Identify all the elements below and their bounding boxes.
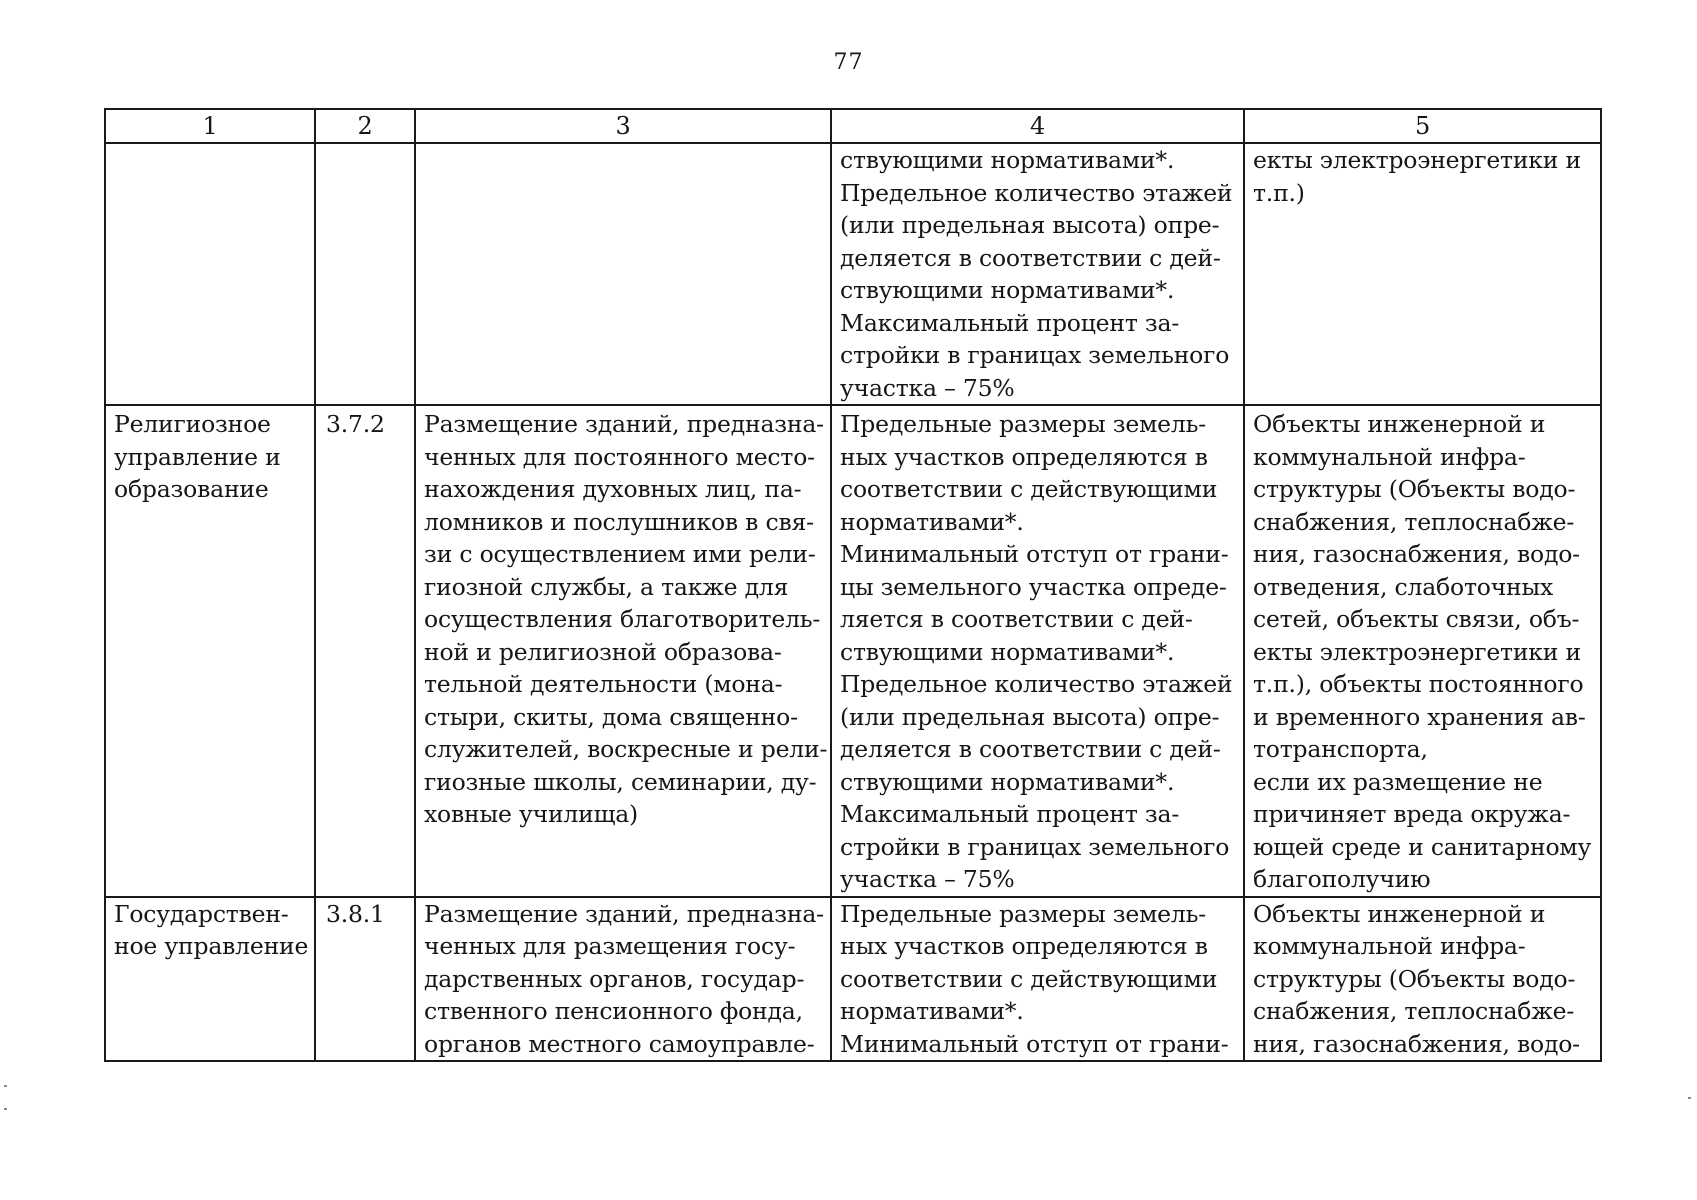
text-line: ния, газоснабжения, водо-	[1253, 1029, 1580, 1058]
text-line: стройки в границах земельного	[840, 341, 1230, 369]
scan-speck	[4, 1085, 7, 1087]
text-line: отведения, слаботочных	[1253, 572, 1554, 601]
table-header-row	[105, 109, 1601, 143]
text-line: гиозные школы, семинарии, ду-	[424, 767, 817, 796]
text-line: деляется в соответствии с дей-	[840, 735, 1221, 763]
text-line: структуры (Объекты водо-	[1253, 475, 1576, 503]
text-line: ных участков определяются в	[840, 442, 1208, 471]
text-line: ховные училища)	[424, 800, 639, 828]
column-header-1: 1	[105, 109, 315, 143]
text-line: (или предельная высота) опре-	[840, 211, 1220, 239]
text-line: Предельные размеры земель-	[840, 410, 1206, 438]
column-header-4: 4	[831, 109, 1244, 143]
column-header-3: 3	[415, 109, 831, 143]
regulations-table-container	[104, 108, 1600, 1062]
cell-use-name	[105, 897, 315, 1062]
text-line: ное управление	[114, 932, 309, 960]
text-line: деляется в соответствии с дей-	[840, 243, 1221, 272]
cell-parameters	[831, 143, 1244, 405]
text-line: осуществления благотворитель-	[424, 605, 821, 633]
text-line: ченных для размещения госу-	[424, 932, 796, 960]
column-header-2: 2	[315, 109, 415, 143]
cell-use-name	[105, 405, 315, 897]
text-line: стыри, скиты, дома священно-	[424, 702, 798, 731]
table-row	[105, 143, 1601, 405]
text-line: образование	[114, 475, 269, 503]
cell-description	[415, 897, 831, 1062]
cell-auxiliary-uses	[1244, 405, 1601, 897]
text-line: дарственных органов, государ-	[424, 964, 805, 993]
cell-code	[315, 897, 415, 1062]
text-line: структуры (Объекты водо-	[1253, 964, 1576, 993]
scan-speck	[1688, 1097, 1691, 1099]
text-line: екты электроэнергетики и	[1253, 637, 1581, 666]
text-line: т.п.)	[1253, 178, 1305, 207]
text-line: управление и	[114, 442, 281, 471]
page-number: 77	[833, 50, 864, 75]
text-line: снабжения, теплоснабже-	[1253, 507, 1575, 536]
text-line: Максимальный процент за-	[840, 800, 1180, 828]
text-line: Предельное количество этажей	[840, 670, 1233, 698]
text-line: ной и религиозной образова-	[424, 637, 782, 666]
text-line: Объекты инженерной и	[1253, 899, 1546, 928]
table-row	[105, 897, 1601, 1062]
text-line: ющей среде и санитарному	[1253, 832, 1592, 861]
cell-description	[415, 405, 831, 897]
text-line: участка – 75%	[840, 373, 1015, 402]
text-line: ствующими нормативами*.	[840, 767, 1175, 796]
text-line: ствующими нормативами*.	[840, 276, 1175, 304]
text-line: благополучию	[1253, 865, 1431, 893]
text-line: причиняет вреда окружа-	[1253, 800, 1571, 828]
text-line: органов местного самоуправле-	[424, 1029, 815, 1058]
text-line: служителей, воскресные и рели-	[424, 735, 828, 763]
text-line: и временного хранения ав-	[1253, 702, 1586, 731]
column-header-5: 5	[1244, 109, 1601, 143]
text-line: снабжения, теплоснабже-	[1253, 997, 1575, 1025]
text-line: стройки в границах земельного	[840, 832, 1230, 861]
text-line: т.п.), объекты постоянного	[1253, 670, 1584, 698]
text-line: Минимальный отступ от грани-	[840, 540, 1229, 568]
cell-auxiliary-uses	[1244, 897, 1601, 1062]
cell-description	[415, 143, 831, 405]
text-line: Государствен-	[114, 899, 289, 928]
scan-speck	[4, 1108, 7, 1110]
cell-use-name	[105, 143, 315, 405]
text-line: Предельное количество этажей	[840, 178, 1233, 207]
text-line: зи с осуществлением ими рели-	[424, 540, 816, 568]
text-line: 3.7.2	[326, 410, 385, 438]
text-line: коммунальной инфра-	[1253, 442, 1526, 471]
cell-code	[315, 405, 415, 897]
text-line: гиозной службы, а также для	[424, 572, 789, 601]
cell-auxiliary-uses	[1244, 143, 1601, 405]
cell-code	[315, 143, 415, 405]
text-line: соответствии с действующими	[840, 964, 1218, 993]
text-line: сетей, объекты связи, объ-	[1253, 605, 1580, 633]
text-line: ственного пенсионного фонда,	[424, 997, 803, 1025]
text-line: участка – 75%	[840, 865, 1015, 893]
text-line: ляется в соответствии с дей-	[840, 605, 1193, 633]
text-line: тотранспорта,	[1253, 735, 1428, 763]
text-line: Объекты инженерной и	[1253, 410, 1546, 438]
text-line: Максимальный процент за-	[840, 308, 1180, 337]
text-line: соответствии с действующими	[840, 475, 1218, 503]
text-line: Предельные размеры земель-	[840, 899, 1206, 928]
text-line: екты электроэнергетики и	[1253, 146, 1581, 174]
text-line: ствующими нормативами*.	[840, 146, 1175, 174]
text-line: Размещение зданий, предназна-	[424, 899, 824, 928]
text-line: нахождения духовных лиц, па-	[424, 475, 802, 503]
text-line: тельной деятельности (мона-	[424, 670, 783, 698]
text-line: 3.8.1	[326, 899, 385, 928]
text-line: Размещение зданий, предназна-	[424, 410, 824, 438]
text-line: нормативами*.	[840, 507, 1024, 536]
text-line: Минимальный отступ от грани-	[840, 1029, 1229, 1058]
text-line: если их размещение не	[1253, 767, 1543, 796]
text-line: ствующими нормативами*.	[840, 637, 1175, 666]
text-line: Религиозное	[114, 410, 271, 438]
text-line: ломников и послушников в свя-	[424, 507, 814, 536]
cell-parameters	[831, 897, 1244, 1062]
text-line: коммунальной инфра-	[1253, 932, 1526, 960]
cell-parameters	[831, 405, 1244, 897]
text-line: ченных для постоянного место-	[424, 442, 815, 471]
text-line: ных участков определяются в	[840, 932, 1208, 960]
text-line: ния, газоснабжения, водо-	[1253, 540, 1580, 568]
text-line: цы земельного участка опреде-	[840, 572, 1227, 601]
text-line: (или предельная высота) опре-	[840, 702, 1220, 731]
text-line: нормативами*.	[840, 997, 1024, 1025]
land-use-regulations-table	[104, 108, 1602, 1062]
table-row	[105, 405, 1601, 897]
